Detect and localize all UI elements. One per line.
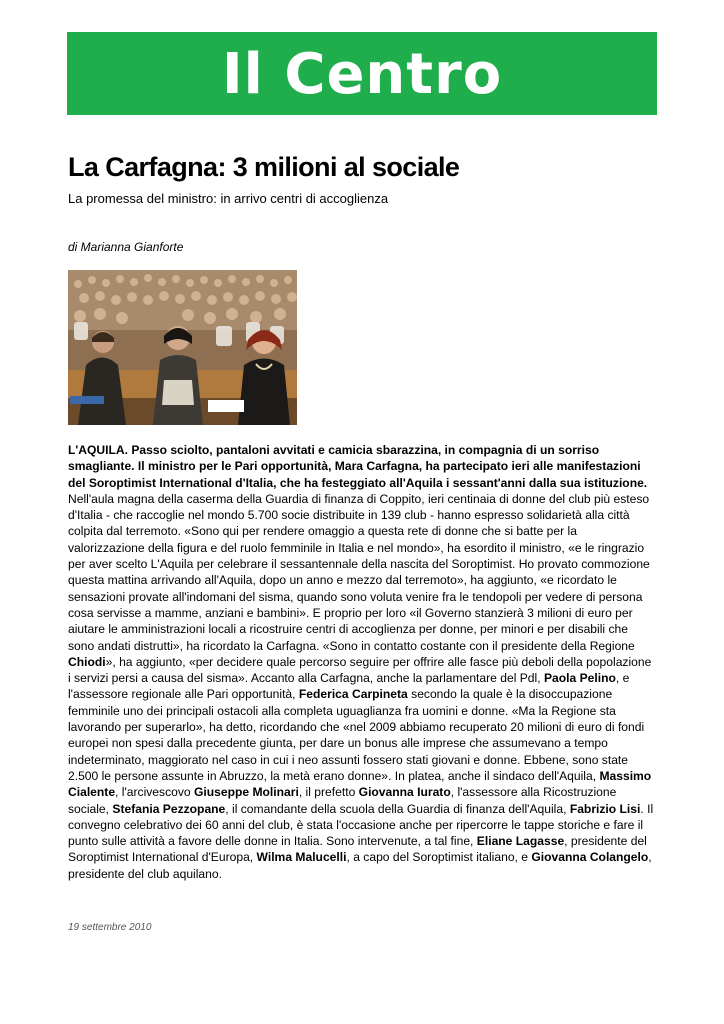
body-text-segment: , il comandante della scuola della Guardia di finanza dell'Aquila, [225,801,570,816]
body-text-segment: secondo la quale è la disoccupazione femminile uno dei principali ostacoli alla completa uguaglianza fra uomini e donne. «Ma la Regione sta lavorando per superarlo», ha detto, ricordando che «nel 2009 abbiamo recuperato 20 milioni di euro di fondi europei non spesi dalla precedente giunta, per dare un bonus alle imprese che assumevano a tempo indeterminato, maggiorato nel caso in cui i neo assunti fossero stati giovani e donne. Ebbene, sono state 2.500 le persone assunte in Abruzzo, la metà erano donne». In platea, anche il sindaco dell'Aquila, [68,687,645,783]
article-byline: di Marianna Gianforte [68,240,184,254]
article-body [68,442,656,882]
body-text-segment: . Il convegno celebrativo dei 60 anni del club, è stata l'occasione anche per ripercorre le tappe storiche e fare il punto sulle attività a favore delle donne in Italia. Sono intervenute, a tal fine, [68,801,654,849]
person-name: Giuseppe Molinari [193,785,299,800]
person-name: Stefania Pezzopane [112,801,226,816]
body-text-segment: , l'arcivescovo [115,785,194,800]
body-text-segment: , il prefetto [298,785,359,800]
person-name: Federica Carpineta [298,687,408,702]
person-name: Chiodi [68,654,106,669]
person-name: Fabrizio Lisi [569,801,641,816]
body-text-segment: , l'assessore alla Ricostruzione sociale, [68,785,617,816]
body-text-segment: , a capo del Soroptimist italiano, e [346,850,532,865]
person-name: Massimo Cialente [68,768,652,800]
article-lead [68,442,656,491]
body-text-segment: », ha aggiunto, «per decidere quale percorso seguire per offrire alle fasce più deboli della popolazione i servizi persi a causa del sisma». Accanto alla Carfagna, anche la parlamentare del Pdl, [68,654,652,686]
article-date: 19 settembre 2010 [68,922,152,933]
article-subtitle: La promessa del ministro: in arrivo centri di accoglienza [68,191,389,206]
person-name: Giovanna Iurato [358,785,451,800]
person-name: Paola Pelino [543,671,616,686]
person-name: Wilma Malucelli [256,850,347,865]
article-photo [68,270,297,425]
masthead-banner [67,32,657,115]
body-text-segment: , presidente del club aquilano. [68,850,652,881]
article-headline: La Carfagna: 3 milioni al sociale [68,152,460,182]
person-name: Eliane Lagasse [476,834,565,849]
body-text-segment: , e l'assessore regionale alle Pari opportunità, [68,671,630,702]
masthead-title: Il Centro [221,41,503,107]
body-text-segment: Nell'aula magna della caserma della Guardia di finanza di Coppito, ieri centinaia di donne del club più esteso d'Italia - che raccoglie nel mondo 5.700 socie distribuite in 139 club - hanno espresso solidarietà alla città colpita dal terremoto. «Sono qui per rendere omaggio a questa rete di donne che si batte per la valorizzazione della figura e del ruolo femminile in Italia e nel mondo», ha esordito il ministro, «e le ringrazio per aver scelto L'Aquila per celebrare il sessantennale della nascita del Soroptimist. Ho provato commozione questa mattina arrivando all'Aquila, dopo un anno e mezzo dal terremoto», ha aggiunto, «e ricordato le sensazioni provate all'indomani del sisma, quando sono voluta venire fra le tendopoli per vedere di persona cosa servisse a mamme, anziani e bambini». E proprio per loro «il Governo stanzierà 3 milioni di euro per aiutare le amministrazioni locali a ricostruire centri di accoglienza per donne, per minori e per disabili che sono andati distrutti», ha ricordato la Carfagna. «Sono in contatto costante con il presidente della Regione [68,491,650,653]
person-name: Giovanna Colangelo [531,850,649,865]
body-text-segment: , presidente del Soroptimist International d'Europa, [68,834,647,865]
article-lead-text: L'AQUILA. Passo sciolto, pantaloni avvitati e camicia sbarazzina, in compagnia di un sorriso smagliante. Il ministro per le Pari opportunità, Mara Carfagna, ha partecipato ieri alle manifestazioni del Soroptimist International d'Italia, che ha festeggiato all'Aquila i sessant'anni dalla sua istituzione. [68,443,648,490]
article-body-paragraph [68,491,656,882]
